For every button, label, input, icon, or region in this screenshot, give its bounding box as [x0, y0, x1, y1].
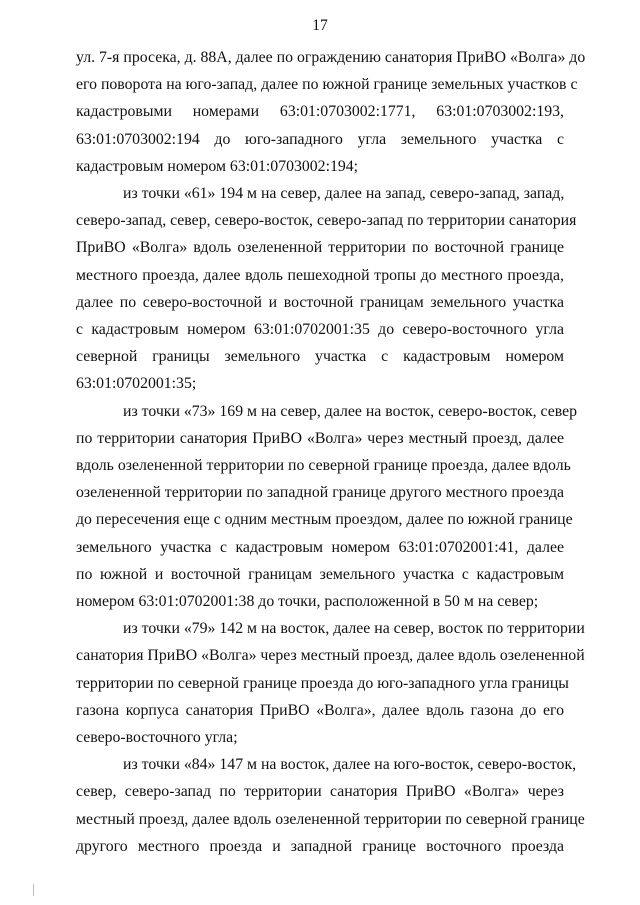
text-line: местный проезд, далее вдоль озелененной территории по северной границе — [76, 810, 585, 828]
text-line: по южной и восточной границам земельного участка с кадастровым — [76, 565, 564, 583]
text-line: кадастровыми номерами 63:01:0703002:1771, 63:01:0703002:193, — [76, 103, 564, 121]
paragraph-4 — [76, 615, 585, 751]
text-line: кадастровым номером 63:01:0703002:194; — [76, 157, 359, 175]
text-line: ул. 7-я просека, д. 88А, далее по ограждению санатория ПриВО «Волга» до — [76, 49, 586, 66]
text-line: местного проезда, далее вдоль пешеходной тропы до местного проезда, — [76, 266, 564, 284]
paragraph-1 — [76, 44, 586, 180]
text-line: ПриВО «Волга» вдоль озелененной территории по восточной границе — [76, 239, 564, 257]
page-number: 17 — [312, 17, 328, 34]
document-body — [76, 44, 586, 860]
scan-mark — [33, 884, 34, 896]
text-line: 63:01:0702001:35; — [76, 375, 197, 393]
text-line: из точки «79» 142 м на восток, далее на север, восток по территории — [123, 620, 585, 638]
text-line: северо-восточного угла; — [76, 729, 238, 747]
text-line: земельного участка с кадастровым номером 63:01:0702001:41, далее — [76, 538, 564, 556]
text-line: номером 63:01:0702001:38 до точки, расположенной в 50 м на север; — [76, 593, 539, 611]
paragraph-5 — [76, 751, 585, 860]
text-line: его поворота на юго-запад, далее по южной границе земельных участков с — [76, 76, 578, 94]
text-line: вдоль озелененной территории по северной границе проезда, далее вдоль — [76, 457, 571, 475]
text-line: территории по северной границе проезда до юго-западного угла границы — [76, 674, 569, 692]
text-line: санатория ПриВО «Волга» через местный проезд, далее вдоль озелененной — [76, 647, 585, 665]
text-line: из точки «84» 147 м на восток, далее на юго-восток, северо-восток, — [123, 756, 577, 774]
text-line: с кадастровым номером 63:01:0702001:35 до северо-восточного угла — [76, 321, 564, 339]
paragraph-3 — [76, 398, 578, 616]
text-line: далее по северо-восточной и восточной границам земельного участка — [76, 293, 564, 311]
text-line: северной границы земельного участка с кадастровым номером — [76, 348, 564, 366]
text-line: по территории санатория ПриВО «Волга» через местный проезд, далее — [76, 429, 564, 447]
text-line: из точки «73» 169 м на север, далее на восток, северо-восток, север — [123, 402, 578, 420]
text-line: 63:01:0703002:194 до юго-западного угла земельного участка с — [76, 130, 564, 148]
text-line: до пересечения еще с одним местным проездом, далее по южной границе — [76, 511, 573, 529]
text-line: север, северо-запад по территории санатория ПриВО «Волга» через — [76, 783, 564, 801]
text-line: другого местного проезда и западной границе восточного проезда — [76, 837, 564, 855]
text-line: газона корпуса санатория ПриВО «Волга», далее вдоль газона до его — [76, 701, 564, 719]
text-line: северо-запад, север, северо-восток, северо-запад по территории санатория — [76, 212, 577, 230]
text-line: из точки «61» 194 м на север, далее на запад, северо-запад, запад, — [123, 185, 565, 203]
text-line: озелененной территории по западной границе другого местного проезда — [76, 484, 564, 502]
paragraph-2 — [76, 180, 577, 398]
